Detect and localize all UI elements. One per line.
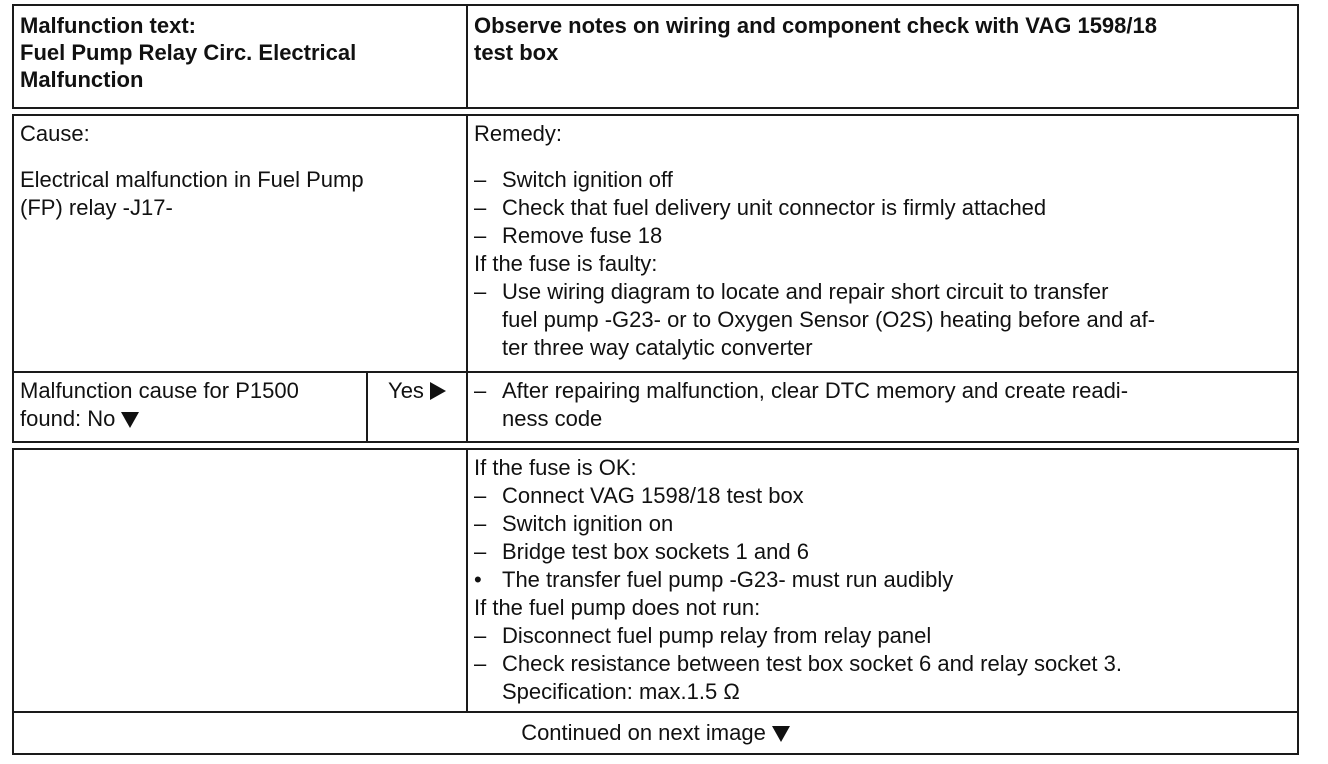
fuse-ok-condition: If the fuse is OK: — [474, 455, 637, 480]
fuse-ok-step — [474, 538, 1291, 566]
yes-action-line: ness code — [502, 406, 603, 431]
decision-action-cell — [466, 371, 1299, 443]
header-right-line: test box — [474, 40, 559, 65]
decision-yes-cell — [366, 371, 468, 443]
yes-action-line: After repairing malfunction, clear DTC memory and create readi- — [502, 378, 1129, 403]
remedy-step-text: Remove fuse 18 — [502, 223, 663, 248]
continuation-text: Continued on next image — [521, 720, 766, 745]
header-left-line: Malfunction — [20, 67, 144, 92]
dash-mark: – — [474, 279, 487, 304]
decision-question-line: Malfunction cause for P1500 — [20, 378, 299, 403]
faulty-step-line: ter three way catalytic converter — [502, 335, 813, 360]
resistance-step — [474, 650, 1291, 706]
pump-step — [474, 622, 1291, 650]
dash-mark: – — [474, 167, 487, 192]
decision-question-line — [20, 405, 360, 433]
decision-question-cell — [12, 371, 368, 443]
cause-text-line: (FP) relay -J17- — [20, 195, 173, 220]
dash-mark: – — [474, 539, 487, 564]
fuse-faulty-condition: If the fuse is faulty: — [474, 251, 658, 276]
cause-text-line: Electrical malfunction in Fuel Pump — [20, 167, 364, 192]
fuse-ok-step-text: Switch ignition on — [502, 511, 674, 536]
fuse-ok-cell — [466, 448, 1299, 713]
dash-mark: – — [474, 651, 487, 676]
fuse-ok-step — [474, 510, 1291, 538]
fuse-ok-check-text: The transfer fuel pump -G23- must run audibly — [502, 567, 954, 592]
remedy-step — [474, 166, 1291, 194]
header-left-line: Fuel Pump Relay Circ. Electrical — [20, 40, 357, 65]
dash-mark: – — [474, 511, 487, 536]
dash-mark: – — [474, 223, 487, 248]
cause-cell — [12, 114, 468, 373]
resistance-step-line: Specification: max.1.5 Ω — [502, 679, 740, 704]
empty-left-cell — [12, 448, 468, 713]
fuse-ok-step — [474, 482, 1291, 510]
resistance-step-line: Check resistance between test box socket 6 and relay socket 3. — [502, 651, 1122, 676]
header-right-line: Observe notes on wiring and component check with VAG 1598/18 — [474, 13, 1157, 38]
yes-action-step — [474, 377, 1291, 433]
arrow-right-icon — [430, 382, 446, 400]
pump-step-text: Disconnect fuel pump relay from relay panel — [502, 623, 932, 648]
faulty-step — [474, 278, 1291, 362]
decision-question-text: found: No — [20, 406, 116, 431]
diagnostic-table — [12, 4, 1299, 755]
remedy-label: Remedy: — [474, 121, 563, 146]
bullet-mark: • — [474, 567, 482, 592]
malfunction-text-header — [12, 4, 468, 109]
arrow-down-icon — [121, 412, 139, 428]
remedy-step-text: Check that fuel delivery unit connector is firmly attached — [502, 195, 1047, 220]
remedy-cell — [466, 114, 1299, 373]
continuation-footer — [12, 711, 1299, 755]
fuse-ok-step-text: Bridge test box sockets 1 and 6 — [502, 539, 809, 564]
header-left-line: Malfunction text: — [20, 13, 196, 38]
cause-label: Cause: — [20, 121, 90, 146]
dash-mark: – — [474, 483, 487, 508]
yes-label: Yes — [388, 378, 424, 403]
dash-mark: – — [474, 195, 487, 220]
remedy-step-text: Switch ignition off — [502, 167, 673, 192]
faulty-step-line: fuel pump -G23- or to Oxygen Sensor (O2S) heating before and af- — [502, 307, 1156, 332]
pump-not-running-condition: If the fuel pump does not run: — [474, 595, 761, 620]
dash-mark: – — [474, 378, 487, 403]
wiring-notes-header — [466, 4, 1299, 109]
dash-mark: – — [474, 623, 487, 648]
arrow-down-icon — [772, 726, 790, 742]
fuse-ok-step-text: Connect VAG 1598/18 test box — [502, 483, 804, 508]
faulty-step-line: Use wiring diagram to locate and repair short circuit to transfer — [502, 279, 1109, 304]
remedy-step — [474, 194, 1291, 222]
fuse-ok-check — [474, 566, 1291, 594]
remedy-step — [474, 222, 1291, 250]
